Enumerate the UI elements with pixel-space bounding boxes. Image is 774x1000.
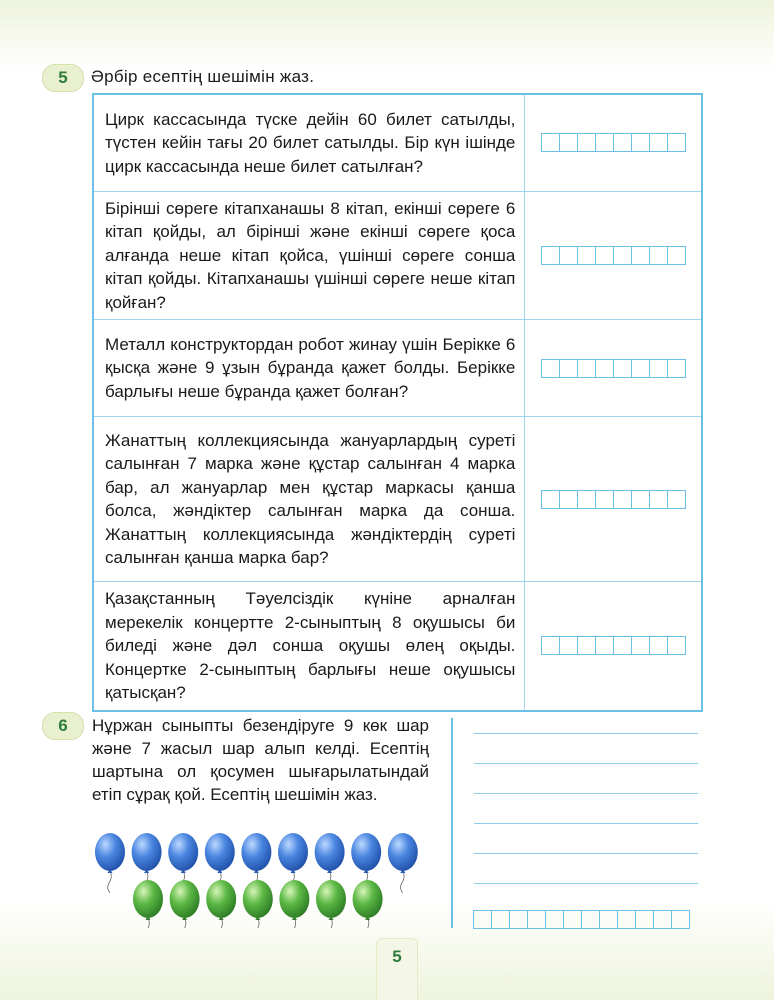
grid-cell[interactable] <box>595 133 614 152</box>
grid-cell[interactable] <box>545 910 564 929</box>
problem-row <box>93 320 702 417</box>
grid-cell[interactable] <box>667 246 686 265</box>
grid-cell[interactable] <box>541 636 560 655</box>
problem-text: Жанаттың коллекциясында жануарлардың суреті салынған 7 марка және құстар салынған 4 марка бар, ал жануарлар мен құстар маркасы қанша болса, жәндіктер салынған марка да сонша. Жанаттың коллекциясында жәндіктердің суреті салынған қанша марка бар? <box>93 417 525 582</box>
answer-cell[interactable] <box>525 417 702 582</box>
grid-cell[interactable] <box>559 359 578 378</box>
grid-cell[interactable] <box>649 359 668 378</box>
page-number: 5 <box>376 938 418 1000</box>
problem-text: Цирк кассасында түске дейін 60 билет сатылды, түстен кейін тағы 20 билет сатылды. Бір күн ішінде цирк кассасында неше билет сатылған? <box>93 94 525 191</box>
answer-grid[interactable] <box>525 636 701 655</box>
task-title: Әрбір есептің шешімін жаз. <box>91 67 315 86</box>
grid-cell[interactable] <box>631 359 650 378</box>
grid-cell[interactable] <box>631 133 650 152</box>
divider-line <box>451 718 453 928</box>
problem-text: Металл конструктордан робот жинау үшін Берікке 6 қысқа және 9 ұзын бұранда қажет болды. Берікке барлығы неше бұранда қажет болған? <box>93 320 525 417</box>
problem-text: Бірінші сөреге кітапханашы 8 кітап, екінші сөреге 6 кітап қойды, ал бірінші және екінші сөреге қоса алғанда неше кітап қойса, үшінші сөреге сонша кітап қойды. Кітапханашы үшінші сөреге неше кітап қойған? <box>93 191 525 320</box>
problems-table <box>92 93 703 712</box>
grid-cell[interactable] <box>541 359 560 378</box>
writing-line[interactable] <box>474 793 698 794</box>
grid-cell[interactable] <box>577 133 596 152</box>
answer-cell[interactable] <box>525 191 702 320</box>
grid-cell[interactable] <box>595 359 614 378</box>
grid-cell[interactable] <box>613 359 632 378</box>
grid-cell[interactable] <box>649 490 668 509</box>
grid-cell[interactable] <box>559 246 578 265</box>
task-number-badge: 6 <box>42 712 84 740</box>
grid-cell[interactable] <box>473 910 492 929</box>
grid-cell[interactable] <box>613 246 632 265</box>
green-balloon <box>353 880 383 928</box>
blue-balloon <box>95 833 125 893</box>
green-balloon <box>133 880 163 928</box>
answer-cell[interactable] <box>525 94 702 191</box>
grid-cell[interactable] <box>671 910 690 929</box>
problem-row <box>93 417 702 582</box>
grid-cell[interactable] <box>649 246 668 265</box>
answer-grid[interactable] <box>525 246 701 265</box>
grid-cell[interactable] <box>613 133 632 152</box>
grid-cell[interactable] <box>631 636 650 655</box>
grid-cell[interactable] <box>599 910 618 929</box>
task-number-badge: 5 <box>42 64 84 92</box>
grid-cell[interactable] <box>667 636 686 655</box>
grid-cell[interactable] <box>541 133 560 152</box>
grid-cell[interactable] <box>527 910 546 929</box>
green-balloon <box>206 880 236 928</box>
grid-cell[interactable] <box>613 490 632 509</box>
grid-cell[interactable] <box>595 490 614 509</box>
task6-text: Нұржан сыныпты безендіруге 9 көк шар және 7 жасыл шар алып келді. Есептің шартына ол қосумен шығарылатындай етіп сұрақ қой. Есептің шешімін жаз. <box>92 716 429 804</box>
grid-cell[interactable] <box>541 490 560 509</box>
writing-line[interactable] <box>474 883 698 884</box>
grid-cell[interactable] <box>667 490 686 509</box>
grid-cell[interactable] <box>577 636 596 655</box>
grid-cell[interactable] <box>491 910 510 929</box>
grid-cell[interactable] <box>653 910 672 929</box>
grid-cell[interactable] <box>581 910 600 929</box>
problem-text: Қазақстанның Тәуелсіздік күніне арналған мерекелік концертте 2-сыныптың 8 оқушысы би биледі және дәл сонша оқушы өлең оқыды. Концертке 2-сыныптың барлығы неше оқушысы қатысқан? <box>93 582 525 711</box>
grid-cell[interactable] <box>577 359 596 378</box>
grid-cell[interactable] <box>595 636 614 655</box>
grid-cell[interactable] <box>649 636 668 655</box>
problem-row <box>93 94 702 191</box>
answer-cell[interactable] <box>525 582 702 711</box>
grid-cell[interactable] <box>559 490 578 509</box>
blue-balloon <box>388 833 418 893</box>
writing-line[interactable] <box>474 733 698 734</box>
green-balloon <box>243 880 273 928</box>
grid-cell[interactable] <box>541 246 560 265</box>
answer-grid[interactable] <box>473 910 690 929</box>
balloons-illustration <box>94 833 424 928</box>
grid-cell[interactable] <box>509 910 528 929</box>
grid-cell[interactable] <box>577 246 596 265</box>
grid-cell[interactable] <box>631 490 650 509</box>
grid-cell[interactable] <box>577 490 596 509</box>
grid-cell[interactable] <box>559 133 578 152</box>
grid-cell[interactable] <box>595 246 614 265</box>
writing-line[interactable] <box>474 853 698 854</box>
grid-cell[interactable] <box>617 910 636 929</box>
answer-grid[interactable] <box>525 133 701 152</box>
answer-grid[interactable] <box>525 359 701 378</box>
problem-row <box>93 582 702 711</box>
grid-cell[interactable] <box>563 910 582 929</box>
problem-row <box>93 191 702 320</box>
answer-cell[interactable] <box>525 320 702 417</box>
answer-grid[interactable] <box>525 490 701 509</box>
green-balloon <box>170 880 200 928</box>
writing-line[interactable] <box>474 763 698 764</box>
grid-cell[interactable] <box>667 133 686 152</box>
grid-cell[interactable] <box>559 636 578 655</box>
green-balloon <box>316 880 346 928</box>
grid-cell[interactable] <box>667 359 686 378</box>
grid-cell[interactable] <box>613 636 632 655</box>
writing-line[interactable] <box>474 823 698 824</box>
grid-cell[interactable] <box>649 133 668 152</box>
grid-cell[interactable] <box>635 910 654 929</box>
grid-cell[interactable] <box>631 246 650 265</box>
green-balloon <box>279 880 309 928</box>
